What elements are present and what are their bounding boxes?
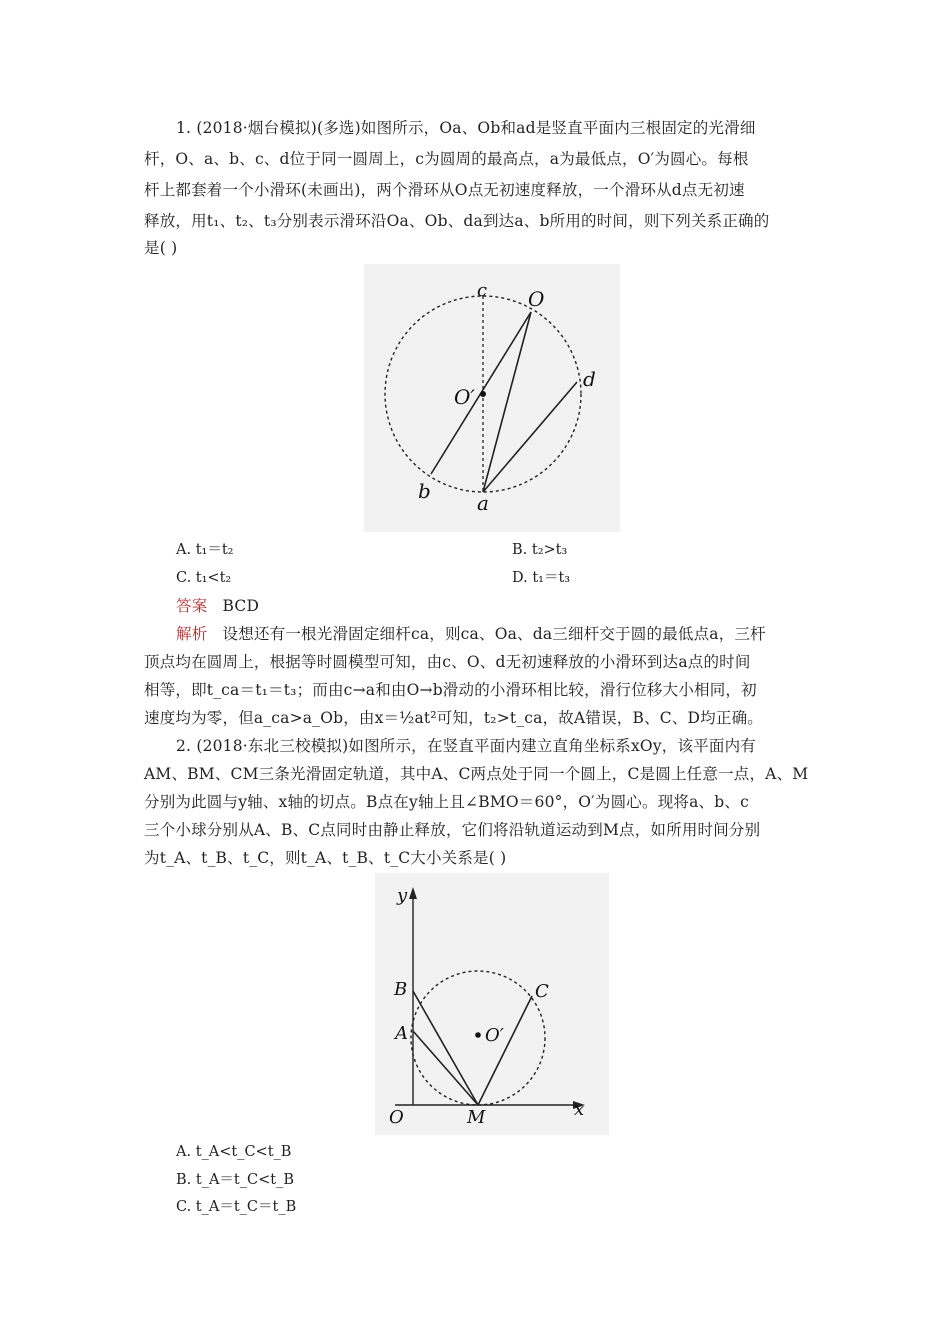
q1-analysis-line-3: 相等，即t_ca＝t₁＝t₃；而由c→a和由O→b滑动的小滑环相比较，滑行位移大小相同，初 [144, 681, 757, 699]
q1-figure [364, 264, 620, 532]
q1-line-3: 杆上都套着一个小滑环(未画出)，两个滑环从O点无初速度释放，一个滑环从d点无初速 [144, 181, 745, 199]
q1-circle-diagram [364, 264, 620, 532]
label-d: d [583, 367, 596, 391]
center-dot [475, 1032, 481, 1038]
label-c: c [477, 280, 488, 301]
q1-option-c: C. t₁<t₂ [176, 570, 232, 586]
q1-option-a: A. t₁＝t₂ [176, 542, 234, 558]
q1-option-b: B. t₂>t₃ [512, 542, 568, 558]
label-center: O′ [454, 385, 475, 409]
q2-line-1: 2. (2018·东北三校模拟)如图所示，在竖直平面内建立直角坐标系xOy，该平面内有 [176, 737, 756, 755]
answer-label: 答案 [176, 597, 208, 615]
q2-option-c: C. t_A＝t_C＝t_B [176, 1199, 297, 1215]
q2-figure [375, 873, 609, 1135]
track-BM [413, 991, 478, 1105]
center-dot [480, 391, 486, 397]
q2-line-3: 分别为此圆与y轴、x轴的切点。B点在y轴上且∠BMO＝60°，O′为圆心。现将a、b、c [144, 793, 749, 811]
label-C: C [535, 981, 549, 1002]
q1-analysis-line-2: 顶点均在圆周上，根据等时圆模型可知，由c、O、d无初速释放的小滑环到达a点的时间 [144, 653, 751, 671]
q1-line-5: 是( ) [144, 239, 178, 257]
analysis-label: 解析 [176, 625, 208, 643]
q1-option-d: D. t₁＝t₃ [512, 570, 571, 586]
q2-line-5: 为t_A、t_B、t_C，则t_A、t_B、t_C大小关系是( ) [144, 849, 507, 867]
q1-analysis-line-4: 速度均为零，但a_ca>a_Ob，由x＝½at²可知，t₂>t_ca，故A错误，B、C、D均正确。 [144, 709, 763, 727]
q2-option-a: A. t_A<t_C<t_B [176, 1144, 292, 1160]
label-O: O [528, 287, 545, 311]
q1-analysis-line-1 [176, 624, 766, 644]
label-y: y [397, 885, 408, 906]
q2-line-2: AM、BM、CM三条光滑固定轨道，其中A、C两点处于同一个圆上，C是圆上任意一点，A、M [144, 765, 809, 783]
analysis-text-1: 设想还有一根光滑固定细杆ca，则ca、Oa、da三细杆交于圆的最低点a，三杆 [222, 625, 766, 643]
label-O: O [389, 1107, 404, 1128]
q2-line-4: 三个小球分别从A、B、C点同时由静止释放，它们将沿轨道运动到M点，如所用时间分别 [144, 821, 761, 839]
q1-answer [176, 596, 259, 616]
label-center: O′ [485, 1025, 504, 1046]
track-CM [478, 996, 532, 1105]
q1-line-1: 1. (2018·烟台模拟)(多选)如图所示，Oa、Ob和ad是竖直平面内三根固定的光滑细 [176, 119, 756, 137]
q2-option-b: B. t_A＝t_C<t_B [176, 1172, 294, 1188]
label-B: B [394, 979, 408, 1000]
y-axis-arrow-icon [409, 887, 417, 899]
q2-coordinate-diagram [375, 873, 609, 1135]
label-M: M [467, 1107, 486, 1128]
label-x: x [574, 1099, 585, 1120]
track-AM [413, 1031, 478, 1105]
q1-line-4: 释放，用t₁、t₂、t₃分别表示滑环沿Oa、Ob、da到达a、b所用的时间，则下列关系正确的 [144, 212, 770, 230]
answer-value: BCD [222, 597, 260, 615]
label-A: A [395, 1023, 408, 1044]
dashed-circle [411, 971, 545, 1105]
q1-line-2: 杆，O、a、b、c、d位于同一圆周上，c为圆周的最高点，a为最低点，O′为圆心。每根 [144, 150, 749, 168]
label-a: a [477, 491, 489, 515]
label-b: b [418, 479, 431, 503]
